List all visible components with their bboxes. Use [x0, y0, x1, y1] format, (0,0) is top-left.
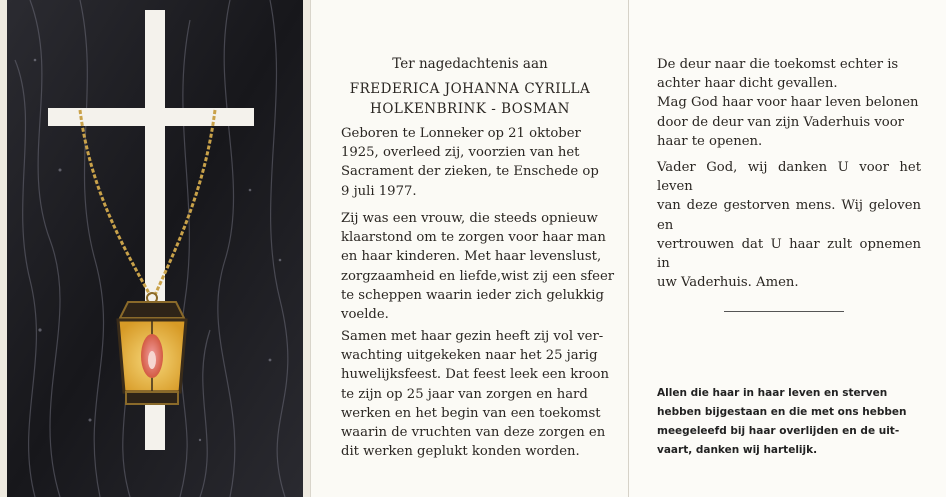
text-line: te zijn op 25 jaar van zorgen en hard — [341, 386, 588, 402]
text-line: en haar kinderen. Met haar levenslust, — [341, 249, 602, 265]
text-line: uw Vaderhuis. Amen. — [657, 275, 799, 291]
text-line: hebben bijgestaan en die met ons hebben — [657, 406, 907, 418]
memorial-intro: Ter nagedachtenis aan — [392, 56, 548, 72]
text-line: klaarstond om te zorgen voor haar man — [341, 230, 606, 246]
text-line: Vader God, wij danken U voor het leven — [657, 160, 921, 195]
text-line: meegeleefd bij haar overlijden en de uit- — [657, 425, 900, 437]
text-line: voelde. — [341, 307, 389, 323]
text-line: te scheppen waarin ieder zich gelukkig — [341, 287, 604, 303]
text-line: De deur naar die toekomst echter is — [657, 57, 899, 72]
text-line: vertrouwen dat U haar zult opnemen in — [657, 236, 921, 272]
text-line: huwelijksfeest. Dat feest leek een kroon — [341, 367, 609, 383]
text-line: wachting uitgekeken naar het 25 jarig — [341, 348, 598, 364]
prayer-paragraph — [657, 158, 921, 292]
text-line: Sacrament der zieken, te Enschede op — [341, 164, 599, 180]
text-line: 9 juli 1977. — [341, 183, 417, 199]
text-line: zorgzaamheid en liefde,wist zij een sfeer — [341, 268, 615, 284]
text-line: Zij was een vrouw, die steeds opnieuw — [341, 211, 598, 226]
text-line: Samen met haar gezin heeft zij vol ver- — [341, 329, 604, 344]
character-paragraph — [341, 209, 619, 324]
lantern-icon — [118, 293, 186, 404]
text-line: Allen die haar in haar leven en sterven — [657, 387, 888, 399]
birth-death-paragraph — [341, 124, 619, 201]
text-line: Geboren te Lonneker op 21 oktober — [341, 126, 581, 141]
text-line: haar te openen. — [657, 133, 763, 149]
text-line: waarin de vruchten van deze zorgen en — [341, 425, 606, 441]
name-line: FREDERICA JOHANNA CYRILLA — [349, 81, 591, 97]
text-line: 1925, overleed zij, voorzien van het — [341, 145, 580, 161]
image-panel — [0, 0, 310, 497]
text-line: vaart, danken wij hartelijk. — [657, 444, 818, 456]
text-panel-middle — [310, 0, 629, 497]
text-line: werken en het begin van een toekomst — [341, 405, 601, 421]
text-line: achter haar dicht gevallen. — [657, 76, 838, 92]
door-paragraph — [657, 55, 921, 151]
anniversary-paragraph — [341, 327, 619, 461]
text-line: van deze gestorven mens. Wij geloven en — [657, 198, 921, 233]
cross-lantern-image — [0, 0, 310, 497]
text-line: door de deur van zijn Vaderhuis voor — [657, 114, 904, 130]
text-line: dit werken geplukt konden worden. — [341, 444, 580, 460]
deceased-name — [311, 79, 629, 119]
name-line: HOLKENBRINK - BOSMAN — [370, 101, 570, 117]
text-line: Mag God haar voor haar leven belonen — [657, 95, 919, 111]
divider — [724, 311, 844, 312]
thanks-paragraph — [657, 384, 927, 460]
text-panel-right — [628, 0, 946, 497]
